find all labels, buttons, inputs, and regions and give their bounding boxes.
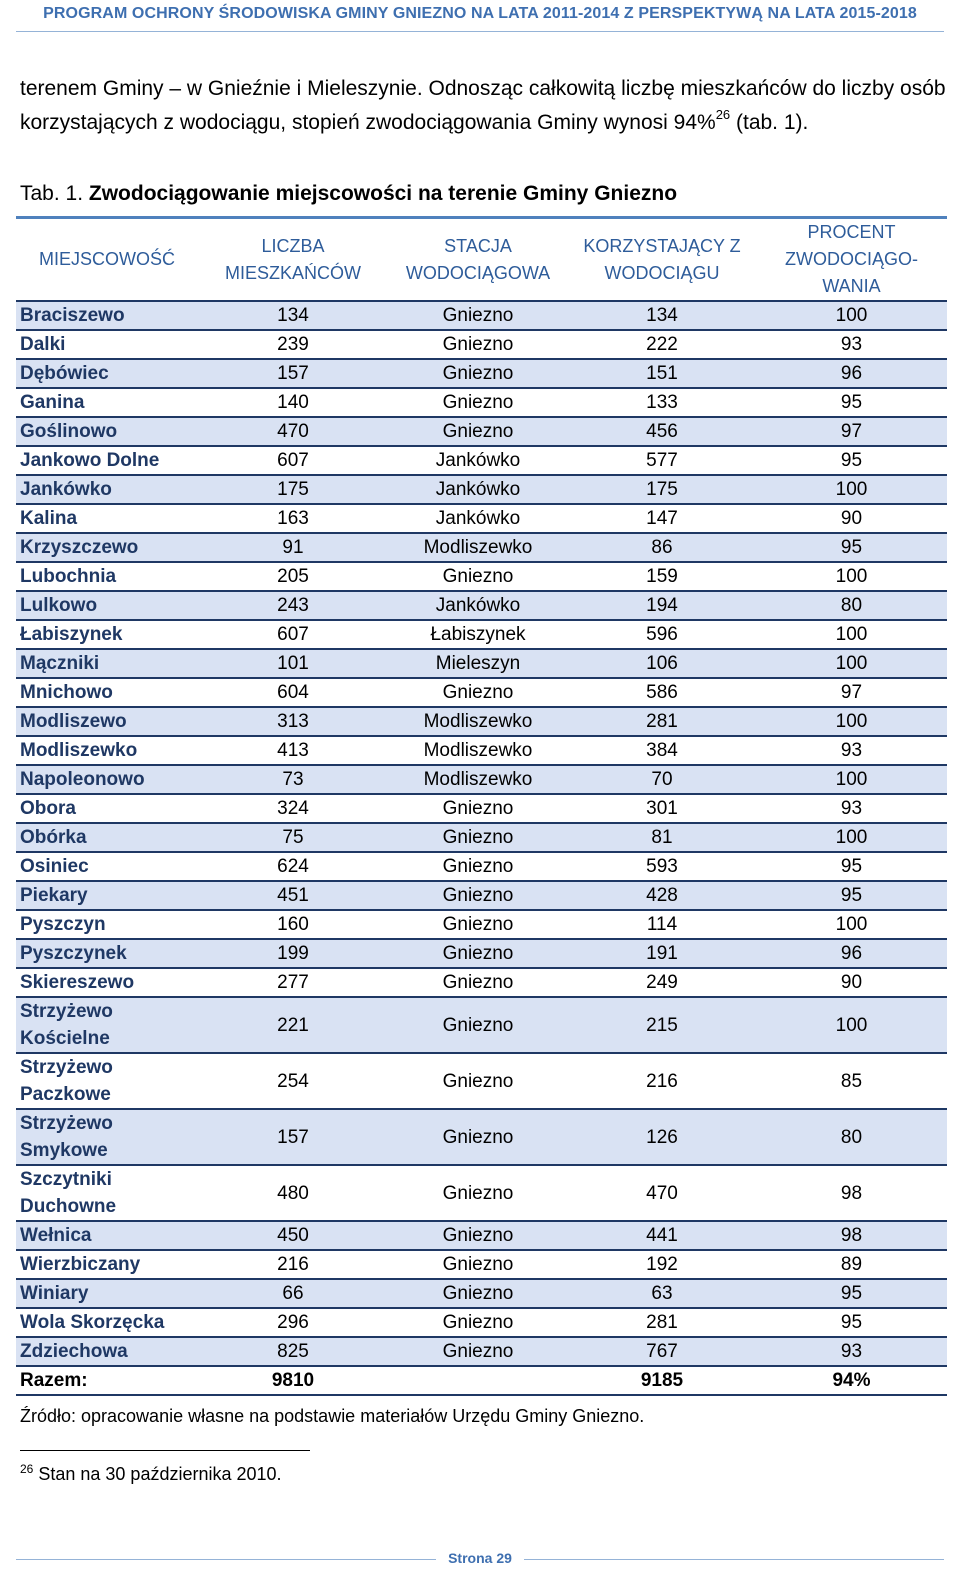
cell-population: 91	[198, 533, 388, 562]
cell-population: 450	[198, 1221, 388, 1250]
cell-percent: 95	[756, 446, 947, 475]
cell-locality: Zdziechowa	[16, 1337, 198, 1366]
cell-population: 157	[198, 1109, 388, 1165]
cell-station: Gniezno	[388, 1337, 568, 1366]
table-row	[16, 736, 947, 765]
cell-station: Gniezno	[388, 1279, 568, 1308]
cell-locality: Mączniki	[16, 649, 198, 678]
cell-locality: Szczytniki Duchowne	[16, 1165, 198, 1221]
cell-station: Gniezno	[388, 968, 568, 997]
cell-users: 126	[568, 1109, 756, 1165]
table-row	[16, 475, 947, 504]
table-row	[16, 1337, 947, 1366]
cell-station: Gniezno	[388, 881, 568, 910]
cell-station: Gniezno	[388, 939, 568, 968]
cell-percent: 100	[756, 707, 947, 736]
cell-percent: 96	[756, 359, 947, 388]
cell-locality: Pyszczynek	[16, 939, 198, 968]
cell-percent: 85	[756, 1053, 947, 1109]
total-cell-percent: 94%	[756, 1366, 947, 1395]
table-row	[16, 1165, 947, 1221]
cell-station: Gniezno	[388, 1308, 568, 1337]
cell-percent: 80	[756, 591, 947, 620]
cell-users: 86	[568, 533, 756, 562]
cell-population: 624	[198, 852, 388, 881]
table-row	[16, 997, 947, 1053]
cell-locality: Wola Skorzęcka	[16, 1308, 198, 1337]
cell-percent: 100	[756, 910, 947, 939]
cell-station: Gniezno	[388, 1165, 568, 1221]
cell-population: 163	[198, 504, 388, 533]
cell-locality: Strzyżewo Kościelne	[16, 997, 198, 1053]
cell-users: 456	[568, 417, 756, 446]
cell-users: 577	[568, 446, 756, 475]
table-row	[16, 533, 947, 562]
cell-percent: 100	[756, 997, 947, 1053]
cell-users: 281	[568, 707, 756, 736]
cell-percent: 98	[756, 1165, 947, 1221]
table-row	[16, 1221, 947, 1250]
cell-locality: Wierzbiczany	[16, 1250, 198, 1279]
cell-population: 277	[198, 968, 388, 997]
cell-population: 75	[198, 823, 388, 852]
cell-locality: Wełnica	[16, 1221, 198, 1250]
cell-percent: 95	[756, 1279, 947, 1308]
cell-locality: Ganina	[16, 388, 198, 417]
footnote-text: Stan na 30 października 2010.	[33, 1464, 282, 1484]
table-row	[16, 301, 947, 330]
cell-population: 825	[198, 1337, 388, 1366]
cell-station: Gniezno	[388, 359, 568, 388]
total-cell-station	[388, 1366, 568, 1395]
cell-population: 604	[198, 678, 388, 707]
cell-percent: 95	[756, 852, 947, 881]
table-row	[16, 359, 947, 388]
header-users: KORZYSTAJĄCY Z WODOCIĄGU	[568, 219, 756, 301]
cell-population: 101	[198, 649, 388, 678]
table-row	[16, 591, 947, 620]
cell-locality: Braciszewo	[16, 301, 198, 330]
cell-population: 199	[198, 939, 388, 968]
table-row	[16, 968, 947, 997]
total-cell-locality: Razem:	[16, 1366, 198, 1395]
cell-percent: 100	[756, 620, 947, 649]
cell-station: Modliszewko	[388, 533, 568, 562]
cell-users: 470	[568, 1165, 756, 1221]
cell-population: 157	[198, 359, 388, 388]
cell-percent: 98	[756, 1221, 947, 1250]
cell-station: Modliszewko	[388, 765, 568, 794]
cell-percent: 93	[756, 736, 947, 765]
page-header-title: PROGRAM OCHRONY ŚRODOWISKA GMINY GNIEZNO NA LATA 2011-2014 Z PERSPEKTYWĄ NA LATA 2015-2018	[43, 5, 917, 22]
cell-users: 249	[568, 968, 756, 997]
cell-users: 767	[568, 1337, 756, 1366]
cell-station: Gniezno	[388, 1221, 568, 1250]
cell-station: Gniezno	[388, 330, 568, 359]
table-row	[16, 417, 947, 446]
cell-percent: 100	[756, 562, 947, 591]
cell-station: Gniezno	[388, 823, 568, 852]
cell-station: Gniezno	[388, 1109, 568, 1165]
cell-station: Modliszewko	[388, 707, 568, 736]
cell-percent: 93	[756, 794, 947, 823]
cell-locality: Osiniec	[16, 852, 198, 881]
cell-population: 140	[198, 388, 388, 417]
table-row	[16, 823, 947, 852]
cell-users: 191	[568, 939, 756, 968]
table-row	[16, 1250, 947, 1279]
cell-users: 175	[568, 475, 756, 504]
footnote-number: 26	[20, 1462, 34, 1476]
cell-users: 216	[568, 1053, 756, 1109]
cell-locality: Skiereszewo	[16, 968, 198, 997]
cell-station: Mieleszyn	[388, 649, 568, 678]
cell-users: 194	[568, 591, 756, 620]
cell-population: 160	[198, 910, 388, 939]
cell-station: Gniezno	[388, 794, 568, 823]
cell-population: 324	[198, 794, 388, 823]
cell-station: Gniezno	[388, 417, 568, 446]
cell-population: 175	[198, 475, 388, 504]
table-row	[16, 678, 947, 707]
cell-population: 216	[198, 1250, 388, 1279]
cell-percent: 89	[756, 1250, 947, 1279]
cell-percent: 97	[756, 417, 947, 446]
cell-locality: Piekary	[16, 881, 198, 910]
cell-station: Gniezno	[388, 388, 568, 417]
cell-locality: Kalina	[16, 504, 198, 533]
header-percent: PROCENT ZWODOCIĄGO-WANIA	[756, 219, 947, 301]
table-row	[16, 910, 947, 939]
cell-population: 243	[198, 591, 388, 620]
cell-locality: Mnichowo	[16, 678, 198, 707]
cell-locality: Obórka	[16, 823, 198, 852]
cell-population: 134	[198, 301, 388, 330]
cell-users: 384	[568, 736, 756, 765]
table-row	[16, 620, 947, 649]
cell-percent: 100	[756, 823, 947, 852]
cell-station: Jankówko	[388, 475, 568, 504]
table-row	[16, 1279, 947, 1308]
cell-station: Gniezno	[388, 852, 568, 881]
cell-percent: 95	[756, 388, 947, 417]
source-note: Źródło: opracowanie własne na podstawie materiałów Urzędu Gminy Gniezno.	[20, 1406, 645, 1426]
cell-percent: 100	[756, 301, 947, 330]
header-divider	[16, 31, 944, 32]
cell-population: 480	[198, 1165, 388, 1221]
cell-percent: 96	[756, 939, 947, 968]
cell-station: Modliszewko	[388, 736, 568, 765]
cell-locality: Dalki	[16, 330, 198, 359]
cell-percent: 95	[756, 1308, 947, 1337]
cell-locality: Jankówko	[16, 475, 198, 504]
caption-title: Zwodociągowanie miejscowości na terenie Gminy Gniezno	[88, 182, 678, 205]
cell-users: 428	[568, 881, 756, 910]
cell-percent: 95	[756, 881, 947, 910]
cell-locality: Łabiszynek	[16, 620, 198, 649]
table-row	[16, 1109, 947, 1165]
cell-population: 451	[198, 881, 388, 910]
cell-station: Jankówko	[388, 446, 568, 475]
cell-users: 596	[568, 620, 756, 649]
cell-station: Gniezno	[388, 301, 568, 330]
cell-station: Jankówko	[388, 504, 568, 533]
header-station: STACJA WODOCIĄGOWA	[388, 219, 568, 301]
cell-station: Gniezno	[388, 1250, 568, 1279]
intro-tail: (tab. 1).	[730, 111, 809, 134]
cell-population: 239	[198, 330, 388, 359]
table-row	[16, 649, 947, 678]
cell-percent: 100	[756, 649, 947, 678]
cell-station: Łabiszynek	[388, 620, 568, 649]
table-row	[16, 504, 947, 533]
cell-station: Gniezno	[388, 1053, 568, 1109]
cell-population: 66	[198, 1279, 388, 1308]
cell-locality: Lubochnia	[16, 562, 198, 591]
water-supply-table	[16, 219, 947, 1396]
table-row	[16, 388, 947, 417]
cell-users: 159	[568, 562, 756, 591]
cell-locality: Strzyżewo Paczkowe	[16, 1053, 198, 1109]
footnote-ref[interactable]: 26	[715, 107, 731, 122]
cell-users: 192	[568, 1250, 756, 1279]
cell-station: Jankówko	[388, 591, 568, 620]
cell-locality: Modliszewo	[16, 707, 198, 736]
cell-users: 301	[568, 794, 756, 823]
cell-population: 313	[198, 707, 388, 736]
table-row	[16, 852, 947, 881]
cell-percent: 100	[756, 475, 947, 504]
table-total-row	[16, 1366, 947, 1395]
cell-percent: 100	[756, 765, 947, 794]
table-row	[16, 446, 947, 475]
cell-locality: Pyszczyn	[16, 910, 198, 939]
cell-station: Gniezno	[388, 562, 568, 591]
cell-locality: Jankowo Dolne	[16, 446, 198, 475]
cell-locality: Dębówiec	[16, 359, 198, 388]
cell-users: 133	[568, 388, 756, 417]
cell-locality: Obora	[16, 794, 198, 823]
cell-station: Gniezno	[388, 997, 568, 1053]
cell-station: Gniezno	[388, 678, 568, 707]
footnote-divider	[20, 1450, 310, 1451]
cell-locality: Goślinowo	[16, 417, 198, 446]
cell-population: 470	[198, 417, 388, 446]
cell-locality: Strzyżewo Smykowe	[16, 1109, 198, 1165]
table-row	[16, 765, 947, 794]
cell-percent: 80	[756, 1109, 947, 1165]
cell-users: 70	[568, 765, 756, 794]
cell-percent: 90	[756, 968, 947, 997]
cell-users: 593	[568, 852, 756, 881]
table-row	[16, 794, 947, 823]
cell-users: 134	[568, 301, 756, 330]
table-caption	[20, 182, 677, 206]
cell-locality: Lulkowo	[16, 591, 198, 620]
cell-population: 607	[198, 446, 388, 475]
total-cell-users: 9185	[568, 1366, 756, 1395]
cell-users: 222	[568, 330, 756, 359]
cell-percent: 93	[756, 1337, 947, 1366]
cell-users: 441	[568, 1221, 756, 1250]
cell-percent: 93	[756, 330, 947, 359]
cell-population: 413	[198, 736, 388, 765]
cell-locality: Modliszewko	[16, 736, 198, 765]
cell-locality: Winiary	[16, 1279, 198, 1308]
caption-prefix: Tab. 1.	[20, 182, 89, 205]
cell-users: 281	[568, 1308, 756, 1337]
cell-percent: 95	[756, 533, 947, 562]
cell-users: 114	[568, 910, 756, 939]
table-row	[16, 1308, 947, 1337]
table-row	[16, 939, 947, 968]
cell-users: 215	[568, 997, 756, 1053]
footnote	[20, 1462, 282, 1485]
cell-population: 73	[198, 765, 388, 794]
page-number: Strona 29	[448, 1550, 512, 1566]
cell-population: 205	[198, 562, 388, 591]
cell-users: 63	[568, 1279, 756, 1308]
cell-users: 586	[568, 678, 756, 707]
table-header-row	[16, 219, 947, 301]
cell-percent: 97	[756, 678, 947, 707]
cell-users: 81	[568, 823, 756, 852]
cell-population: 254	[198, 1053, 388, 1109]
cell-users: 147	[568, 504, 756, 533]
intro-paragraph	[20, 72, 950, 140]
table-row	[16, 1053, 947, 1109]
cell-population: 221	[198, 997, 388, 1053]
total-cell-population: 9810	[198, 1366, 388, 1395]
cell-population: 607	[198, 620, 388, 649]
table-row	[16, 881, 947, 910]
cell-locality: Napoleonowo	[16, 765, 198, 794]
cell-population: 296	[198, 1308, 388, 1337]
intro-text: terenem Gminy – w Gnieźnie i Mieleszynie. Odnosząc całkowitą liczbę mieszkańców do liczby osób korzystających z wodociągu, stopień zwodociągowania Gminy wynosi 94%	[20, 77, 946, 134]
table-row	[16, 562, 947, 591]
cell-locality: Krzyszczewo	[16, 533, 198, 562]
cell-users: 151	[568, 359, 756, 388]
table-row	[16, 707, 947, 736]
header-population: LICZBA MIESZKAŃCÓW	[198, 219, 388, 301]
header-locality: MIEJSCOWOŚĆ	[16, 219, 198, 301]
cell-users: 106	[568, 649, 756, 678]
cell-percent: 90	[756, 504, 947, 533]
table-row	[16, 330, 947, 359]
cell-station: Gniezno	[388, 910, 568, 939]
